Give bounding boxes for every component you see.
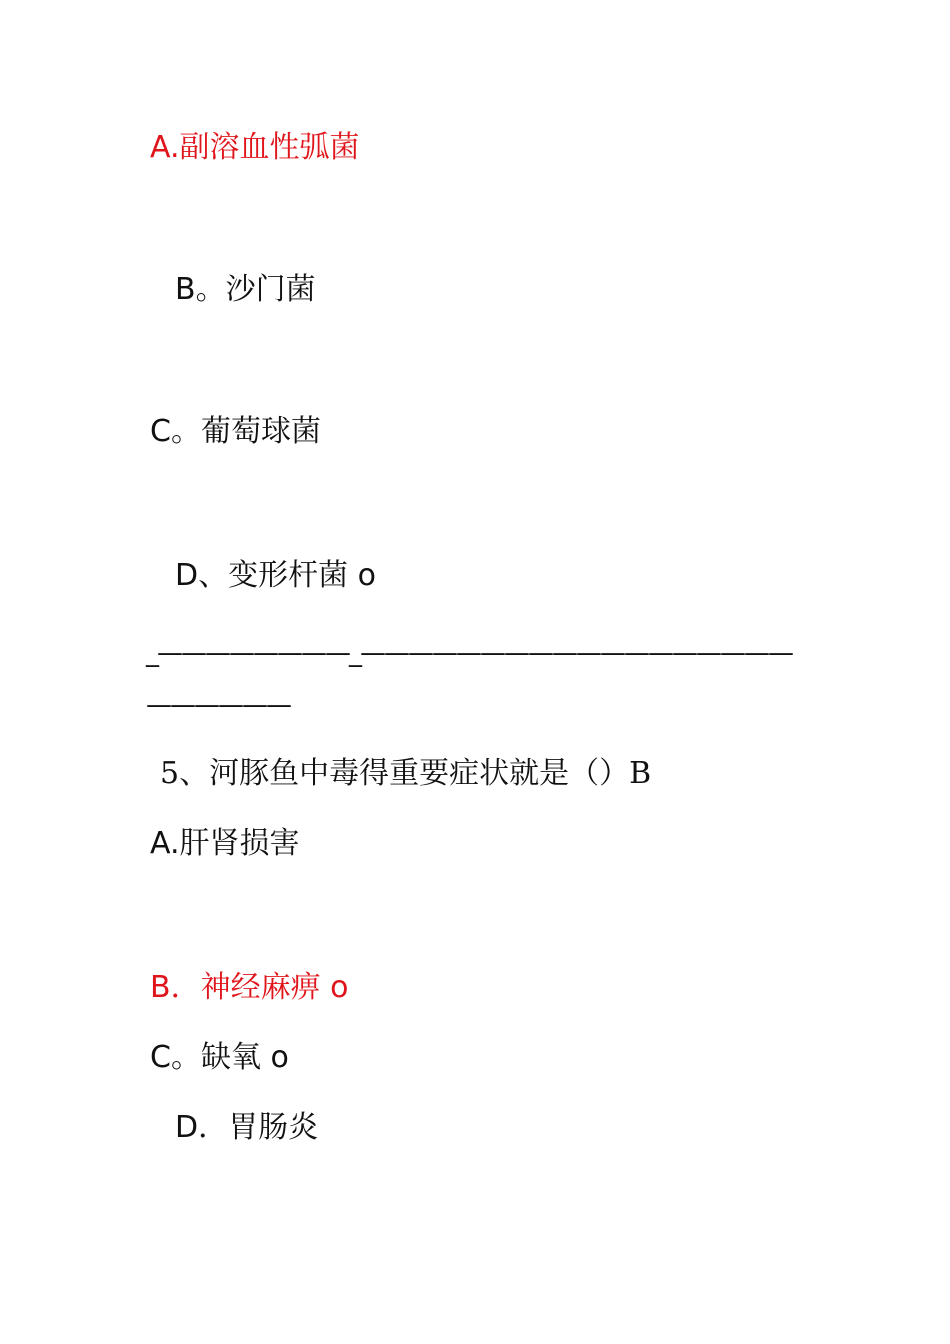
q4-option-c: C。葡萄球菌 xyxy=(150,414,321,449)
separator-line-2: —————— xyxy=(146,690,290,720)
q5-option-d: D．胃肠炎 xyxy=(175,1110,319,1145)
q4-option-a: A.副溶血性弧菌 xyxy=(150,130,360,165)
q5-option-a: A.肝肾损害 xyxy=(150,826,300,861)
q5-option-c: C。缺氧 o xyxy=(150,1040,289,1075)
q4-option-d: D、变形杆菌 o xyxy=(175,558,376,593)
separator-line-1: _————————_—————————————————— xyxy=(146,638,792,668)
q5-option-b: B．神经麻痹 o xyxy=(150,970,349,1005)
q4-option-b: B。沙门菌 xyxy=(175,272,316,307)
question-5-text: 5、河豚鱼中毒得重要症状就是（）B xyxy=(160,756,652,791)
